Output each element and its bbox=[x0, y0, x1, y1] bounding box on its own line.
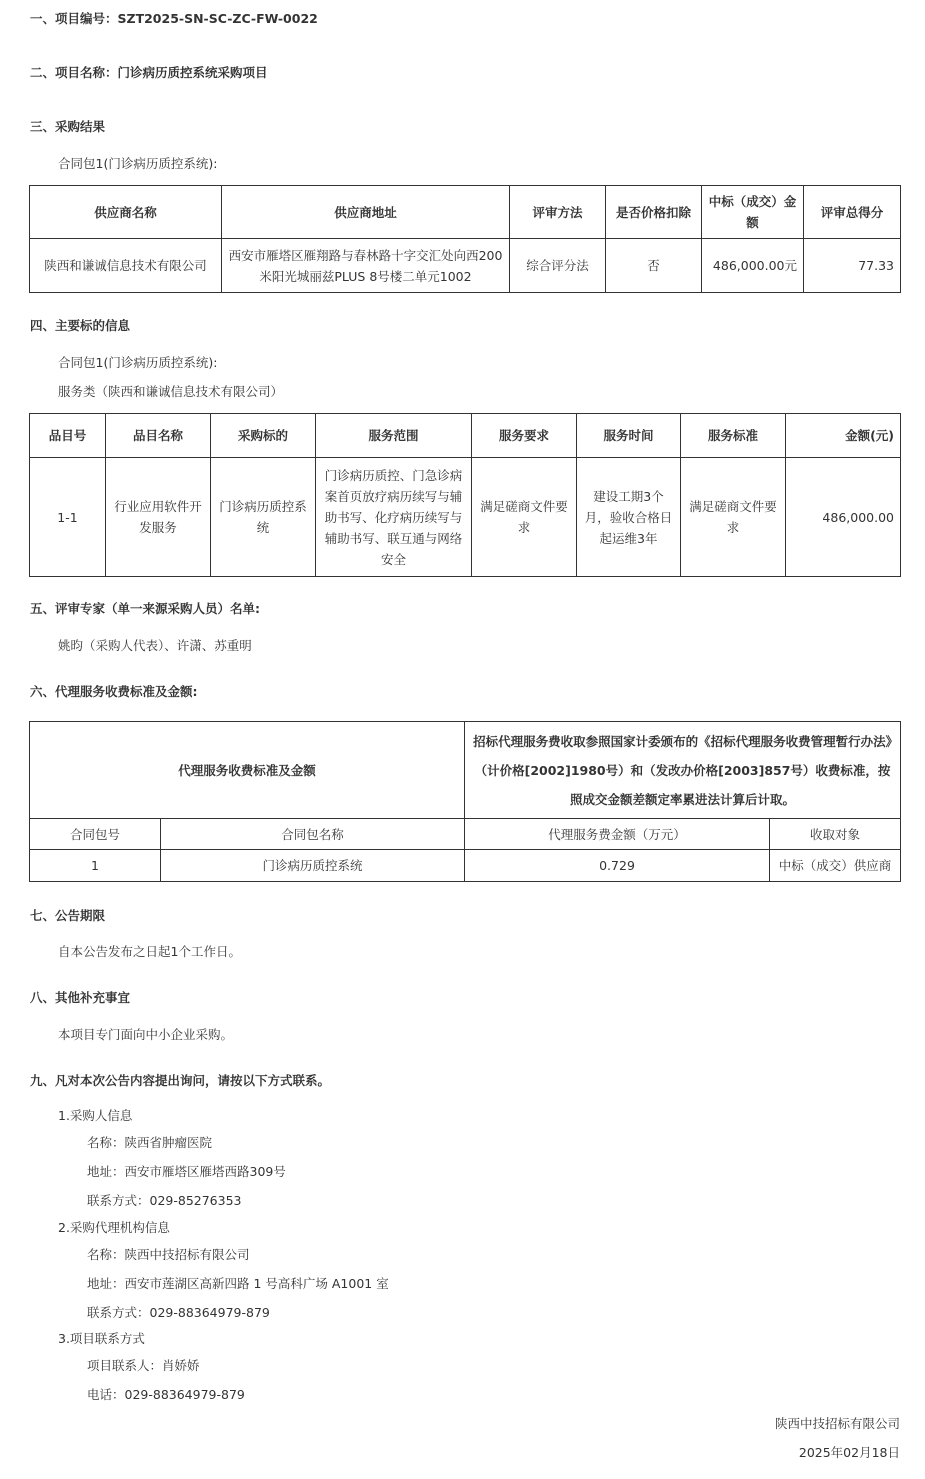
agency-info-title: 2.采购代理机构信息 bbox=[58, 1220, 170, 1235]
cell-service-time: 建设工期3个月，验收合格日起运维3年 bbox=[577, 458, 681, 577]
subject-info-table bbox=[29, 413, 901, 577]
table-header-row bbox=[30, 414, 901, 458]
project-number-value: SZT2025-SN-SC-ZC-FW-0022 bbox=[117, 11, 318, 26]
header-price-deduction: 是否价格扣除 bbox=[606, 186, 702, 239]
header-service-requirement: 服务要求 bbox=[472, 414, 577, 458]
cell-package-number: 1 bbox=[30, 850, 161, 882]
cell-service-fee: 0.729 bbox=[465, 850, 770, 882]
result-package-label: 合同包1(门诊病历质控系统): bbox=[58, 156, 218, 171]
header-amount: 金额(元) bbox=[786, 414, 901, 458]
cell-supplier-name: 陕西和谦诚信息技术有限公司 bbox=[30, 239, 222, 293]
agency-fee-table bbox=[29, 721, 901, 882]
table-column-row bbox=[30, 819, 901, 850]
col-payer: 收取对象 bbox=[770, 819, 901, 850]
project-number-heading bbox=[30, 9, 318, 27]
cell-amount: 486,000.00 bbox=[786, 458, 901, 577]
notice-period-heading: 七、公告期限 bbox=[30, 908, 106, 923]
col-package-number: 合同包号 bbox=[30, 819, 161, 850]
project-name-label: 二、项目名称： bbox=[30, 65, 118, 80]
footer-date: 2025年02月18日 bbox=[798, 1445, 900, 1460]
subject-category-label: 服务类（陕西和谦诚信息技术有限公司） bbox=[58, 384, 284, 399]
header-total-score: 评审总得分 bbox=[804, 186, 901, 239]
purchaser-contact: 联系方式：029-85276353 bbox=[87, 1193, 242, 1208]
table-header-row bbox=[30, 186, 901, 239]
procurement-result-heading: 三、采购结果 bbox=[30, 119, 106, 134]
cell-service-scope: 门诊病历质控、门急诊病案首页放疗病历续写与辅助书写、化疗病历续写与辅助书写、联互通与网络安全 bbox=[316, 458, 472, 577]
review-experts-heading: 五、评审专家（单一来源采购人员）名单: bbox=[30, 601, 260, 616]
cell-review-method: 综合评分法 bbox=[510, 239, 606, 293]
purchaser-address: 地址：西安市雁塔区雁塔西路309号 bbox=[87, 1164, 286, 1179]
header-supplier-name: 供应商名称 bbox=[30, 186, 222, 239]
col-package-name: 合同包名称 bbox=[161, 819, 465, 850]
footer-organization: 陕西中技招标有限公司 bbox=[774, 1416, 900, 1431]
table-row bbox=[30, 458, 901, 577]
header-procurement-target: 采购标的 bbox=[211, 414, 316, 458]
cell-total-score: 77.33 bbox=[804, 239, 901, 293]
agency-fee-heading: 六、代理服务收费标准及金额: bbox=[30, 684, 198, 699]
cell-price-deduction: 否 bbox=[606, 239, 702, 293]
cell-procurement-target: 门诊病历质控系统 bbox=[211, 458, 316, 577]
project-name-heading bbox=[30, 63, 268, 81]
cell-item-number: 1-1 bbox=[30, 458, 106, 577]
header-service-scope: 服务范围 bbox=[316, 414, 472, 458]
table-row bbox=[30, 850, 901, 882]
project-contact-phone: 电话：029-88364979-879 bbox=[87, 1387, 245, 1402]
table-header-row bbox=[30, 722, 901, 819]
header-item-number: 品目号 bbox=[30, 414, 106, 458]
cell-supplier-address: 西安市雁塔区雁翔路与春林路十字交汇处向西200米阳光城丽兹PLUS 8号楼二单元1002 bbox=[222, 239, 510, 293]
other-matters-heading: 八、其他补充事宜 bbox=[30, 990, 131, 1005]
project-name-value: 门诊病历质控系统采购项目 bbox=[117, 65, 268, 80]
notice-period-text: 自本公告发布之日起1个工作日。 bbox=[58, 944, 241, 959]
cell-payer: 中标（成交）供应商 bbox=[770, 850, 901, 882]
cell-bid-amount: 486,000.00元 bbox=[702, 239, 804, 293]
contact-heading: 九、凡对本次公告内容提出询问，请按以下方式联系。 bbox=[30, 1073, 331, 1088]
col-service-fee: 代理服务费金额（万元） bbox=[465, 819, 770, 850]
table-row bbox=[30, 239, 901, 293]
header-fee-standard-description: 招标代理服务费收取参照国家计委颁布的《招标代理服务收费管理暂行办法》（计价格[2002]1980号）和（发改办价格[2003]857号）收费标准，按照成交金额差额定率累进法计算后计取。 bbox=[465, 722, 901, 819]
header-fee-standard-label: 代理服务收费标准及金额 bbox=[30, 722, 465, 819]
project-contact-person: 项目联系人：肖娇娇 bbox=[87, 1358, 200, 1373]
cell-service-standard: 满足磋商文件要求 bbox=[681, 458, 786, 577]
cell-item-name: 行业应用软件开发服务 bbox=[106, 458, 211, 577]
agency-name: 名称：陕西中技招标有限公司 bbox=[87, 1247, 250, 1262]
header-supplier-address: 供应商地址 bbox=[222, 186, 510, 239]
cell-package-name: 门诊病历质控系统 bbox=[161, 850, 465, 882]
project-contact-title: 3.项目联系方式 bbox=[58, 1331, 145, 1346]
procurement-result-table bbox=[29, 185, 901, 293]
project-number-label: 一、项目编号： bbox=[30, 11, 118, 26]
purchaser-name: 名称：陕西省肿瘤医院 bbox=[87, 1135, 213, 1150]
subject-package-label: 合同包1(门诊病历质控系统): bbox=[58, 355, 218, 370]
header-bid-amount: 中标（成交）金额 bbox=[702, 186, 804, 239]
subject-info-heading: 四、主要标的信息 bbox=[30, 318, 131, 333]
header-service-standard: 服务标准 bbox=[681, 414, 786, 458]
other-matters-text: 本项目专门面向中小企业采购。 bbox=[58, 1027, 234, 1042]
header-item-name: 品目名称 bbox=[106, 414, 211, 458]
review-experts-list: 姚昀（采购人代表）、许潇、苏重明 bbox=[58, 638, 252, 653]
agency-contact: 联系方式：029-88364979-879 bbox=[87, 1305, 270, 1320]
agency-address: 地址：西安市莲湖区高新四路 1 号高科广场 A1001 室 bbox=[87, 1276, 389, 1291]
purchaser-info-title: 1.采购人信息 bbox=[58, 1108, 133, 1123]
cell-service-requirement: 满足磋商文件要求 bbox=[472, 458, 577, 577]
header-review-method: 评审方法 bbox=[510, 186, 606, 239]
header-service-time: 服务时间 bbox=[577, 414, 681, 458]
